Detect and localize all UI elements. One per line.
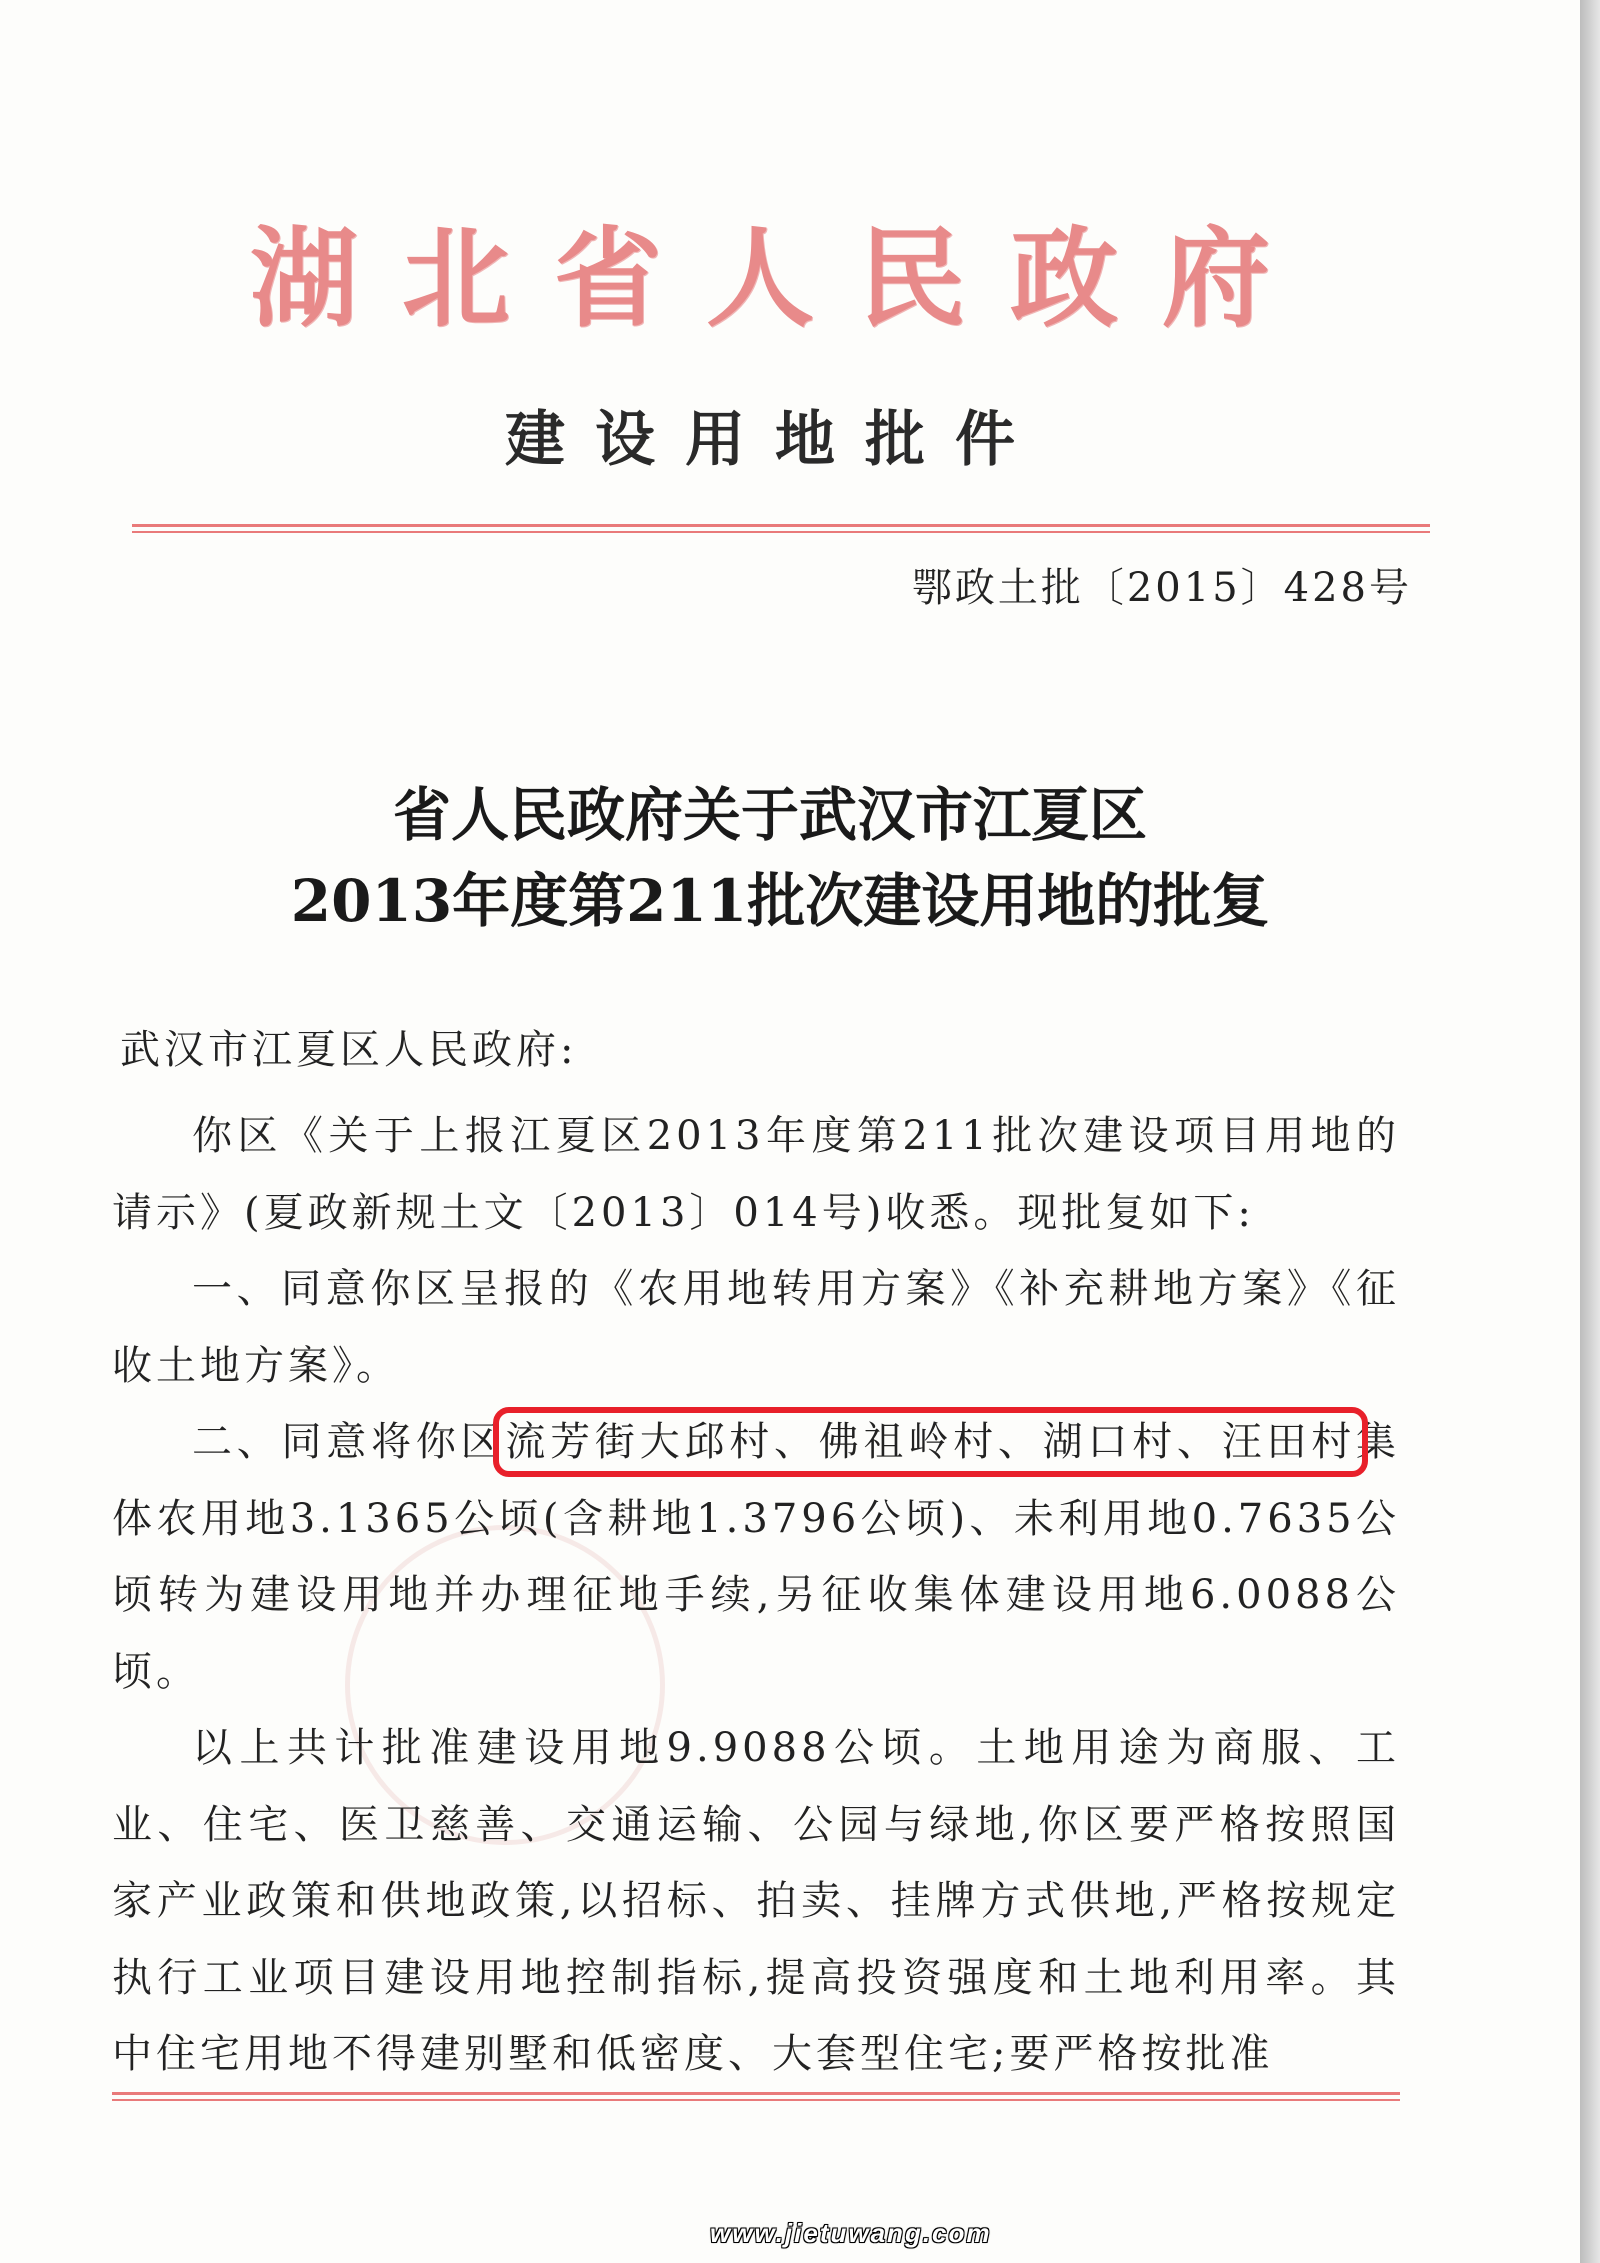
addressee: 武汉市江夏区人民政府: [120, 1027, 578, 1073]
paragraph-item-2-rest: 集体农用地3.1365公顷(含耕地1.3796公顷)、未利用地0.7635公顷转为建设用地并办理征地手续,另征收集体建设用地6.0088公顷。 [112, 1419, 1401, 1695]
header-divider [132, 524, 1430, 533]
document-number: 鄂政土批〔2015〕428号 [911, 565, 1412, 611]
page-edge [1580, 0, 1600, 2263]
highlighted-villages: 流芳街大邱村、佛祖岭村、湖口村、汪田村 [505, 1419, 1357, 1465]
document-title [0, 772, 1580, 944]
site-watermark: www.jietuwang.com [710, 2218, 992, 2248]
paragraph-summary: 以上共计批准建设用地9.9088公顷。土地用途为商服、工业、住宅、医卫慈善、交通运输、公园与绿地,你区要严格按照国家产业政策和供地政策,以招标、拍卖、挂牌方式供地,严格按规定执行工业项目建设用地控制指标,提高投资强度和土地利用率。其中住宅用地不得建别墅和低密度、大套型住宅;要严格按批准 [112, 1725, 1400, 2077]
document-body [112, 1098, 1400, 2093]
paragraph-item-1: 一、同意你区呈报的《农用地转用方案》《补充耕地方案》《征收土地方案》。 [112, 1266, 1400, 1389]
paragraph-item-2-lead: 二、同意将你区 [192, 1419, 506, 1465]
footer-divider [112, 2092, 1400, 2101]
title-line-1: 省人民政府关于武汉市江夏区 [392, 781, 1147, 849]
paragraph-request: 你区《关于上报江夏区2013年度第211批次建设项目用地的请示》(夏政新规土文〔2013〕014号)收悉。现批复如下: [112, 1113, 1400, 1236]
paragraph-item-2 [112, 1404, 1400, 1710]
issuer-name: 湖北省人民政府 [250, 216, 1315, 342]
document-type: 建设用地批件 [505, 405, 1045, 475]
title-line-2: 2013年度第211批次建设用地的批复 [290, 867, 1270, 935]
